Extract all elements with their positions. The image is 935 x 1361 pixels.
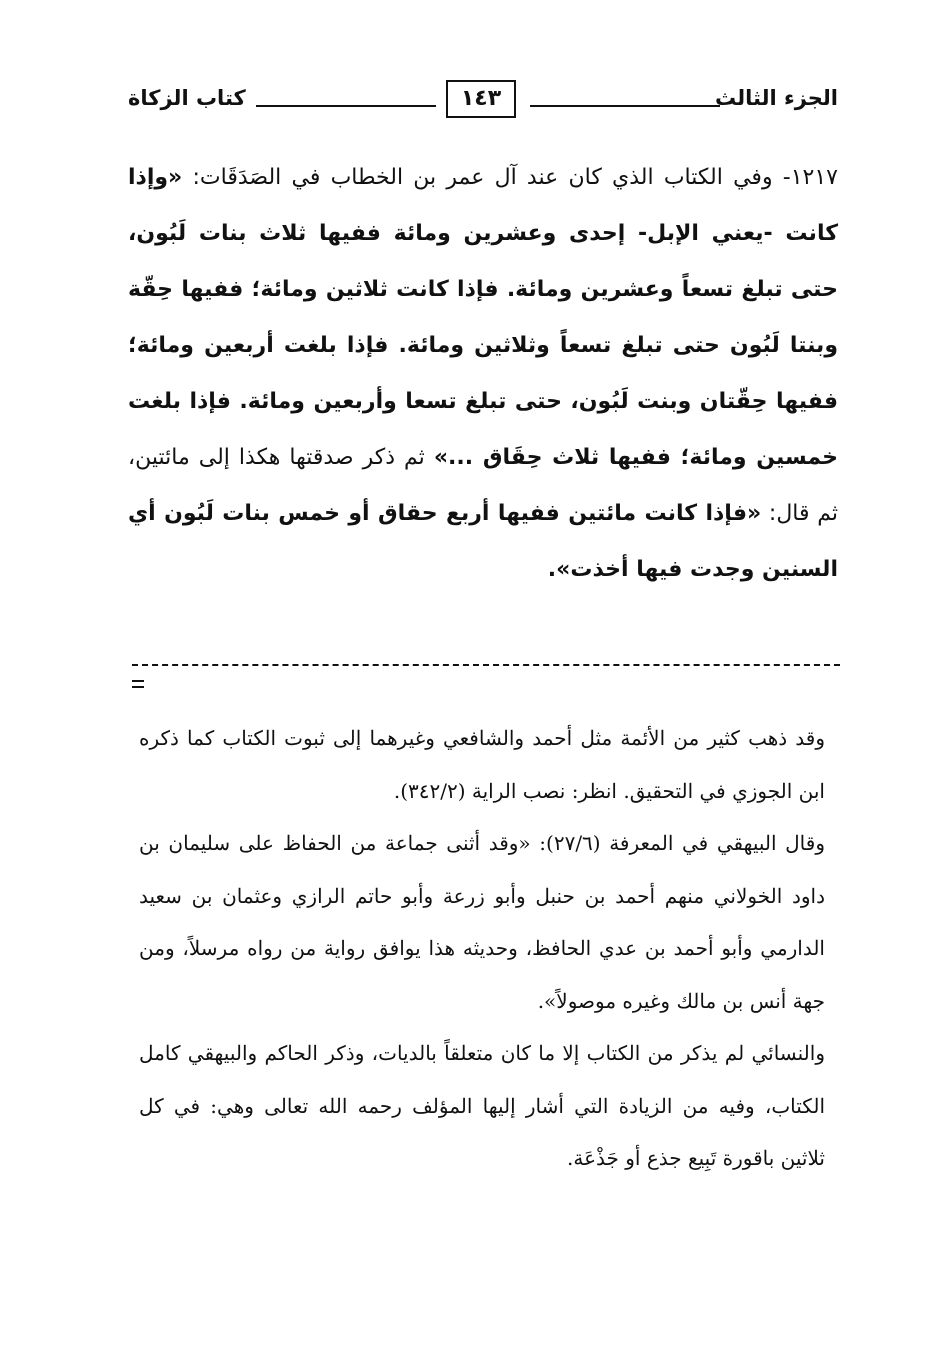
footnotes: [139, 712, 825, 1185]
page-header: [128, 78, 838, 128]
footnote-separator: [132, 664, 840, 694]
hadith-quote-2: «فإذا كانت مائتين ففيها أربع حقاق أو خمس بنات لَبُون أي السنين وجدت فيها أخذت».: [128, 501, 838, 582]
hadith-quote-1: «وإذا كانت -يعني الإبل- إحدى وعشرين ومائة ففيها ثلاث بنات لَبُون، حتى تبلغ تسعاً وعشرين ومائة. فإذا كانت ثلاثين ومائة؛ ففيها حِقّة وبنتا لَبُون حتى تبلغ تسعاً وثلاثين ومائة. فإذا بلغت أربعين ومائة؛ ففيها حِقّتان وبنت لَبُون، حتى تبلغ تسعا وأربعين ومائة. فإذا بلغت خمسين ومائة؛ ففيها ثلاث حِقَاق ...»: [128, 165, 838, 470]
hadith-middle: ثم ذكر صدقتها هكذا إلى مائتين، ثم قال:: [128, 445, 839, 526]
volume-label: الجزء الثالث: [715, 86, 838, 110]
header-rule-right: [530, 105, 720, 107]
header-rule-left: [256, 105, 436, 107]
footnote-paragraph: وقال البيهقي في المعرفة (٢٧/٦): «وقد أثنى جماعة من الحفاظ على سليمان بن داود الخولاني منهم أحمد بن حنبل وأبو زرعة وأبو حاتم الرازي وعثمان بن سعيد الدارمي وأبو أحمد بن عدي الحافظ، وحديثه هذا يوافق رواية من رواه مرسلاً، ومن جهة أنس بن مالك وغيره موصولاً».: [139, 831, 825, 1013]
chapter-label: كتاب الزكاة: [128, 86, 246, 110]
page-number-box: ١٤٣: [446, 80, 516, 118]
footnote-paragraph: والنسائي لم يذكر من الكتاب إلا ما كان متعلقاً بالديات، وذكر الحاكم والبيهقي كامل الكتاب، وفيه من الزيادة التي أشار إليها المؤلف رحمه الله تعالى وهي: في كل ثلاثين باقورة تَبِيع جذع أو جَذْعَة.: [139, 1041, 825, 1170]
hadith-paragraph: [128, 150, 838, 598]
footnote-paragraph: وقد ذهب كثير من الأئمة مثل أحمد والشافعي وغيرهما إلى ثبوت الكتاب كما ذكره ابن الجوزي في التحقيق. انظر: نصب الراية (٣٤٢/٢).: [139, 726, 825, 803]
hadith-text: [128, 150, 838, 598]
separator-mark: [132, 686, 144, 688]
hadith-intro: ١٢١٧- وفي الكتاب الذي كان عند آل عمر بن الخطاب في الصَدَقَات:: [192, 165, 838, 190]
separator-dashes: [132, 664, 840, 666]
separator-mark: [132, 680, 144, 682]
